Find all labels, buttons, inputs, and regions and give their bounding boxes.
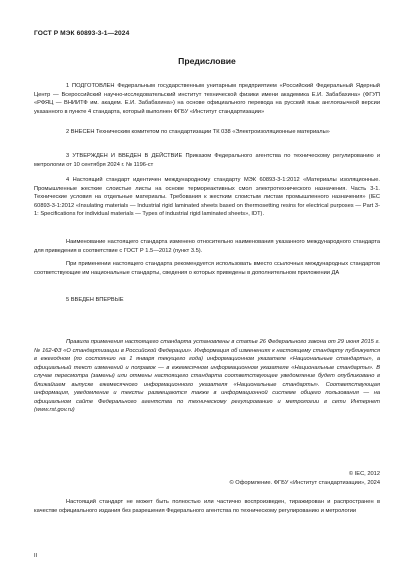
item-4-name-change-text: Наименование настоящего стандарта изменено относительно наименования указанного международного стандарта для приведения в соответствие с ГОСТ Р 1.5—2012 (пункт 3.5). (34, 239, 380, 254)
item-4-name-change (34, 238, 380, 255)
page-number: II (34, 553, 38, 559)
item-5-introduced-first (34, 296, 380, 305)
reproduction-notice-text: Настоящий стандарт не может быть полностью или частично воспроизведен, тиражирован и распространен в качестве официального издания без разрешения Федерального агентства по техническому регулированию и метрологии (34, 499, 380, 514)
item-3-text: 3 УТВЕРЖДЕН И ВВЕДЕН В ДЕЙСТВИЕ Приказом Федерального агентства по техническому регулированию и метрологии от 10 сентября 2024 г. № 1196-ст (34, 153, 380, 168)
item-4-identical-standard (34, 176, 380, 219)
item-5-text: 5 ВВЕДЕН ВПЕРВЫЕ (66, 297, 124, 303)
item-4-reference-note (34, 260, 380, 277)
copyright-design: © Оформление. ФГБУ «Институт стандартизации», 2024 (229, 479, 380, 486)
application-rules-notice (34, 338, 380, 415)
copyright-block (80, 470, 380, 487)
document-code: ГОСТ Р МЭК 60893-3-1—2024 (34, 30, 130, 37)
item-1-text: 1 ПОДГОТОВЛЕН Федеральным государственным унитарным предприятием «Российский Федеральный Ядерный Центр — Всероссийский научно-исследовательский институт технической физики имени академика Е.И. Забабахина» (ФГУП «РФЯЦ — ВНИИТФ им. академ. Е.И. Забабахина») на основе официального перевода на русский язык англоязычной версии указанного в пункте 4 стандарта, который выполнен ФГБУ «Институт стандартизации» (34, 83, 380, 115)
item-2-introduced (34, 128, 380, 137)
reproduction-notice (34, 498, 380, 515)
application-rules-text: Правила применения настоящего стандарта установлены в статье 26 Федерального закона от 29 июня 2015 г. № 162-ФЗ «О стандартизации в Российской Федерации». Информация об изменениях к настоящему стандарту публикуется в ежегодном (по состоянию на 1 января текущего года) информационном указателе «Национальные стандарты», а официальный текст изменений и поправок — в ежемесячном информационном указателе «Национальные стандарты». В случае пересмотра (замены) или отмены настоящего стандарта соответствующее уведомление будет опубликовано в ближайшем выпуске ежемесячного информационного указателя «Национальные стандарты». Соответствующая информация, уведомление и тексты размещаются также в информационной системе общего пользования — на официальном сайте Федерального агентства по техническому регулированию и метрологии в сети Интернет (www.rst.gov.ru) (34, 339, 380, 413)
item-3-approved (34, 152, 380, 169)
page-title: Предисловие (178, 56, 236, 66)
item-4-reference-note-text: При применении настоящего стандарта рекомендуется использовать вместо ссылочных международных стандартов соответствующие им национальные стандарты, сведения о которых приведены в дополнительном приложении ДА (34, 261, 380, 276)
item-4-text: 4 Настоящий стандарт идентичен международному стандарту МЭК 60893-3-1:2012 «Материалы изоляционные. Промышленные жесткие слоистые листы на основе термореактивных смол электротехнического назначения. Часть 3-1. Технические условия на отдельные материалы. Требования к жестким слоистым листам промышленного назначения» (IEC 60893-3-1:2012 «Insulating materials — Industrial rigid laminated sheets based on thermosetting resins for electrical purposes — Part 3-1: Specifications for individual materials — Types of industrial rigid laminated sheets», IDT). (34, 177, 380, 217)
item-1-prepared (34, 82, 380, 116)
copyright-iec: © IEC, 2012 (348, 471, 380, 477)
item-2-text: 2 ВНЕСЕН Техническим комитетом по стандартизации ТК 038 «Электроизоляционные материалы» (66, 129, 330, 135)
